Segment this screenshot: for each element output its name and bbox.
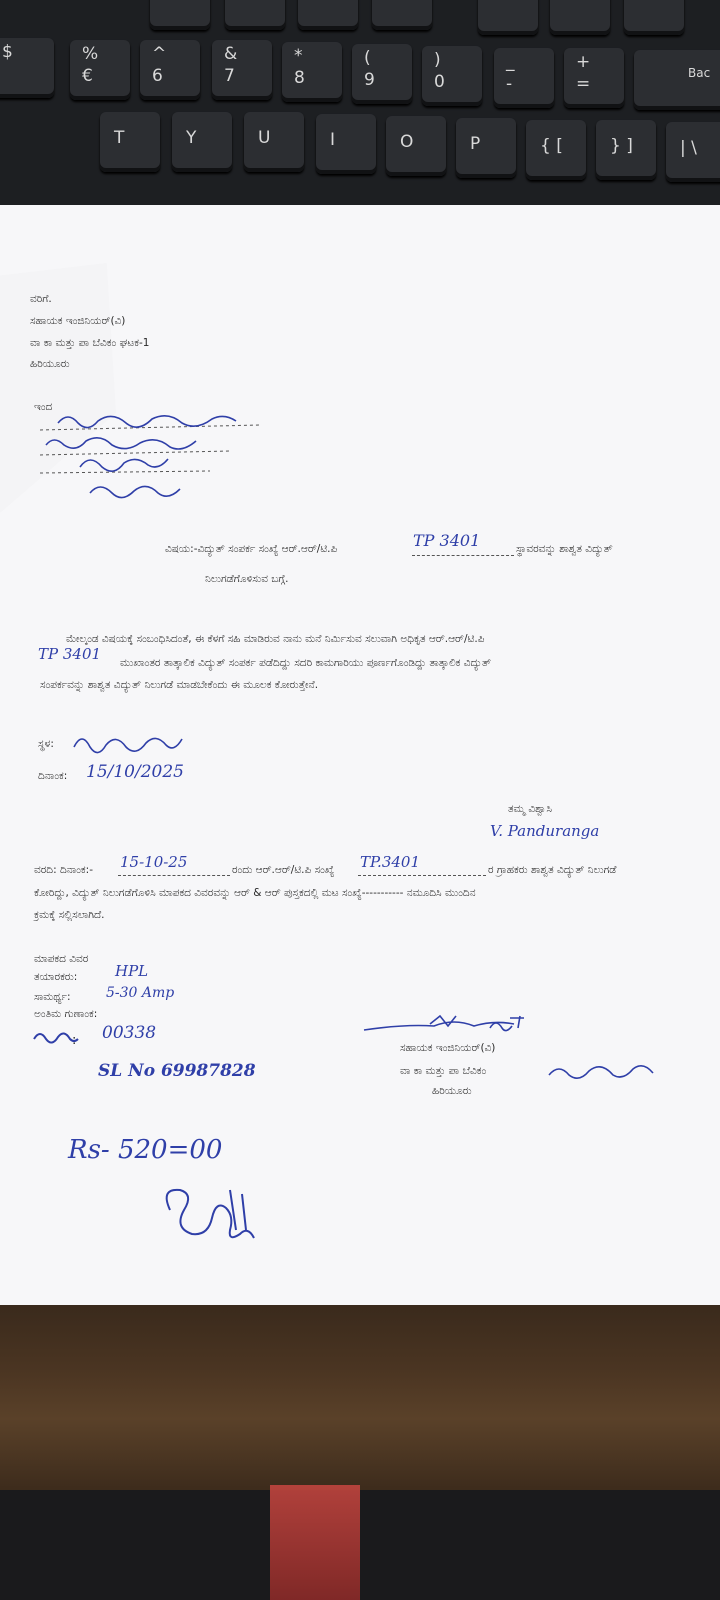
key-label: - [506, 74, 513, 94]
key [316, 114, 376, 174]
capacity-label: ಸಾಮರ್ಥ್ಯ: [34, 991, 71, 1003]
key [494, 48, 554, 108]
key [352, 44, 412, 104]
engineer-line-2: ವಾ ಕಾ ಮತ್ತು ಪಾ ಬೆವಿಕಂ [400, 1065, 487, 1077]
meter-heading: ಮಾಪಕದ ವಿವರ [34, 953, 89, 965]
key [526, 120, 586, 180]
to-line-1: ಸಹಾಯಕ ಇಂಜಿನಿಯರ್(ವಿ) [30, 315, 126, 327]
key-label: % [82, 44, 99, 64]
key-label: 6 [152, 66, 163, 86]
body-line-2: ಮುಖಾಂತರ ತಾತ್ಕಾಲಿಕ ವಿದ್ಯುತ್ ಸಂಪರ್ಕ ಪಡೆದಿದ್ದು ಸದರಿ ಕಾಮಗಾರಿಯು ಪೂರ್ಣಗೊಂಡಿದ್ದು ತಾತ್ಕಾಲಿಕ ವಿದ್ಯುತ್ [120, 657, 492, 669]
key-label: _ [506, 52, 515, 72]
key-label: $ [2, 42, 13, 62]
key-label: * [294, 46, 303, 66]
engineer-line-1: ಸಹಾಯಕ ಇಂಜಿನಿಯರ್(ವಿ) [400, 1042, 496, 1054]
signer-name: V. Panduranga [490, 822, 600, 840]
maker-label: ತಯಾರಕರು: [34, 971, 78, 983]
report-number: TP.3401 [360, 853, 420, 871]
letter-paper [0, 205, 720, 1310]
key-label: | \ [680, 138, 697, 158]
report-line-2: ಕೋರಿದ್ದು, ವಿದ್ಯುತ್ ನಿಲುಗಡೆಗೊಳಿಸಿ ಮಾಪಕದ ವಿವರವನ್ನು ಆರ್ & ಆರ್ ಪುಸ್ತಕದಲ್ಲಿ ಮಟ ಸಂಖ್ಯೆ----------- ನಮೂದಿಸಿ ಮುಂದಿನ [34, 887, 476, 899]
to-prefix: ವರಿಗೆ. [30, 293, 52, 305]
key-label: 0 [434, 72, 445, 92]
key-label: & [224, 44, 238, 64]
body-line-3: ಸಂಪರ್ಕವನ್ನು ಶಾಶ್ವತ ವಿದ್ಯುತ್ ನಿಲುಗಡೆ ಮಾಡಬೇಕೆಂದು ಈ ಮೂಲಕ ಕೋರುತ್ತೇನೆ. [40, 679, 319, 691]
from-address-handwriting [30, 405, 290, 505]
body-line-1: ಮೇಲ್ಕಂಡ ವಿಷಯಕ್ಕೆ ಸಂಬಂಧಿಸಿದಂತೆ, ಈ ಕೆಳಗೆ ಸಹಿ ಮಾಡಿರುವ ನಾನು ಮನೆ ನಿರ್ಮಿಸುವ ಸಲುವಾಗಿ ಅಧಿಕೃತ ಆರ್.ಆರ್/ಟಿ.ಪಿ [66, 633, 485, 645]
kwh-value: 00338 [102, 1023, 157, 1043]
place-handwriting [70, 727, 190, 757]
key [70, 40, 130, 100]
key-label: 8 [294, 68, 305, 88]
key-label: } ] [610, 136, 633, 156]
key [456, 118, 516, 178]
key [244, 112, 304, 172]
initials-signature [150, 1180, 270, 1250]
keyboard [0, 0, 720, 230]
key-label: P [470, 134, 481, 154]
key-label: Bac [688, 66, 711, 80]
serial-value: SL No 69987828 [98, 1061, 256, 1081]
key [212, 40, 272, 100]
key-rewind [550, 0, 610, 35]
report-number-underline [358, 875, 486, 876]
key [386, 116, 446, 176]
key-label: { [ [540, 136, 563, 156]
key [422, 46, 482, 106]
yours-faithfully: ತಮ್ಮ ವಿಶ್ವಾಸಿ [508, 803, 553, 815]
date-label: ದಿನಾಂಕ: [38, 770, 68, 782]
report-rest: ರ ಗ್ರಾಹಕರು ಶಾಶ್ವತ ವಿದ್ಯುತ್ ನಿಲುಗಡೆ [488, 864, 617, 876]
key-label: 9 [364, 70, 375, 90]
key-label: Y [186, 128, 197, 148]
wooden-table [0, 1305, 720, 1495]
final-reading-label: ಅಂತಿಮ ಗುಣಾಂಕ: [34, 1008, 98, 1020]
to-line-2: ವಾ ಕಾ ಮತ್ತು ಪಾ ಬೆವಿಕಂ ಘಟಕ-1 [30, 337, 150, 349]
kwh-colon: : [72, 1033, 77, 1048]
key [172, 112, 232, 172]
key [0, 38, 54, 98]
key-label: ^ [152, 44, 167, 64]
key-play-pause [624, 0, 684, 35]
engineer-line-3: ಹಿರಿಯೂರು [432, 1085, 472, 1097]
key-label: T [114, 128, 125, 148]
report-mid: ರಂದು ಆರ್.ಆರ್/ಟಿ.ಪಿ ಸಂಖ್ಯೆ [232, 864, 335, 876]
date-value: 15/10/2025 [86, 762, 184, 782]
engineer-seal-scribble [545, 1057, 665, 1085]
key-label: + [576, 52, 591, 72]
floor [0, 1490, 720, 1600]
key [100, 112, 160, 172]
red-object [270, 1485, 360, 1600]
key-top [225, 0, 285, 30]
key-top [298, 0, 358, 30]
subject-rest: ಸ್ಥಾವರವನ್ನು ಶಾಶ್ವತ ವಿದ್ಯುತ್ [516, 543, 613, 555]
key-label: U [258, 128, 271, 148]
key [666, 122, 720, 182]
key [140, 40, 200, 100]
key-label: I [330, 130, 336, 150]
key-label: ( [364, 48, 371, 68]
key-label: O [400, 132, 414, 152]
key [282, 42, 342, 102]
subject-number-underline [412, 555, 514, 556]
report-line-3: ಕ್ರಮಕ್ಕೆ ಸಲ್ಲಿಸಲಾಗಿದೆ. [34, 909, 105, 921]
body-number: TP 3401 [38, 645, 102, 663]
report-date-underline [118, 875, 230, 876]
key-search [478, 0, 538, 35]
key-top [372, 0, 432, 30]
key [564, 48, 624, 108]
capacity-value: 5-30 Amp [106, 985, 175, 1001]
to-line-3: ಹಿರಿಯೂರು [30, 358, 70, 370]
receipt-note: Rs- 520=00 [68, 1135, 223, 1165]
key-top [150, 0, 210, 30]
key-label: = [576, 74, 591, 94]
subject-number: TP 3401 [413, 531, 481, 550]
from-label: ಇಂದ [34, 401, 53, 413]
key [596, 120, 656, 180]
report-label: ವರದಿ: ದಿನಾಂಕ:- [34, 864, 93, 876]
maker-value: HPL [115, 962, 149, 980]
key-label: € [82, 66, 93, 86]
key-label: 7 [224, 66, 235, 86]
key-backspace [634, 50, 720, 110]
subject-line-2: ನಿಲುಗಡೆಗೊಳಿಸುವ ಬಗ್ಗೆ. [205, 573, 289, 585]
report-date: 15-10-25 [120, 853, 188, 871]
subject-label: ವಿಷಯ:-ವಿದ್ಯುತ್ ಸಂಪರ್ಕ ಸಂಖ್ಯೆ ಆರ್.ಆರ್/ಟಿ.ಪಿ [165, 543, 338, 555]
place-label: ಸ್ಥಳ: [38, 738, 54, 750]
key-label: ) [434, 50, 441, 70]
